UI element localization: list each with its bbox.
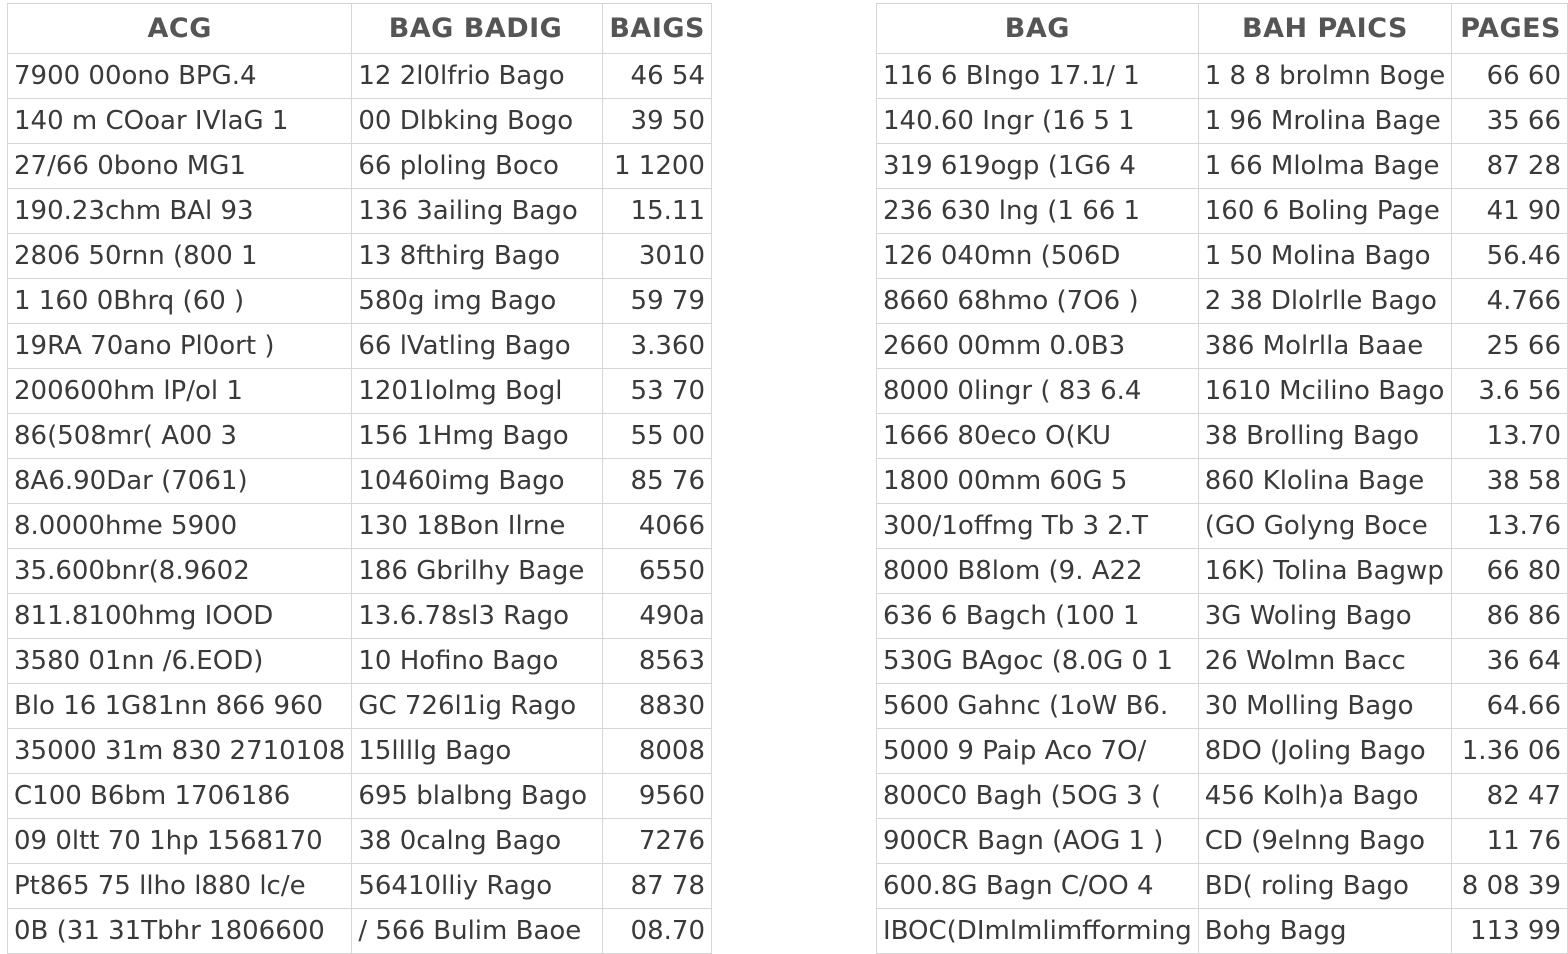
left-cell-col-3[interactable]: 8563 bbox=[603, 639, 712, 684]
right-data-table bbox=[876, 3, 1568, 954]
right-table-row bbox=[877, 819, 1568, 864]
left-cell-col-1[interactable]: 3580 01nn /6.EOD) bbox=[8, 639, 352, 684]
right-table-row bbox=[877, 594, 1568, 639]
left-cell-col-1[interactable]: 35.600bnr(8.9602 bbox=[8, 549, 352, 594]
left-cell-col-3[interactable]: 4066 bbox=[603, 504, 712, 549]
left-cell-col-1[interactable]: 86(508mr( A00 3 bbox=[8, 414, 352, 459]
right-cell-col-3[interactable]: 13.76 bbox=[1452, 504, 1568, 549]
left-header-col-2[interactable]: BAG BADIG bbox=[352, 4, 603, 54]
right-cell-col-3[interactable]: 1.36 06 bbox=[1452, 729, 1568, 774]
right-table-row bbox=[877, 774, 1568, 819]
left-cell-col-3[interactable]: 08.70 bbox=[603, 909, 712, 954]
right-cell-col-2[interactable]: 860 Klolina Bage bbox=[1198, 459, 1452, 504]
right-table-row bbox=[877, 504, 1568, 549]
right-cell-col-3[interactable]: 113 99 bbox=[1452, 909, 1568, 954]
left-table-row bbox=[8, 189, 712, 234]
left-cell-col-2[interactable]: 38 0calng Bago bbox=[352, 819, 603, 864]
left-cell-col-1[interactable]: 2806 50rnn (800 1 bbox=[8, 234, 352, 279]
left-table-row bbox=[8, 864, 712, 909]
right-cell-col-1[interactable]: 530G BAgoc (8.0G 0 1 bbox=[877, 639, 1199, 684]
left-cell-col-2[interactable]: 56410lliy Rago bbox=[352, 864, 603, 909]
right-cell-col-3[interactable]: 4.766 bbox=[1452, 279, 1568, 324]
left-cell-col-3[interactable]: 3.360 bbox=[603, 324, 712, 369]
right-cell-col-1[interactable]: 1800 00mm 60G 5 bbox=[877, 459, 1199, 504]
right-cell-col-3[interactable]: 66 60 bbox=[1452, 54, 1568, 99]
left-cell-col-2[interactable]: 130 18Bon Ilrne bbox=[352, 504, 603, 549]
right-table-row bbox=[877, 414, 1568, 459]
left-header-row bbox=[8, 4, 712, 54]
left-table-row bbox=[8, 54, 712, 99]
left-table-row bbox=[8, 459, 712, 504]
right-table-row bbox=[877, 549, 1568, 594]
left-cell-col-2[interactable]: 66 lVatling Bago bbox=[352, 324, 603, 369]
left-table-row bbox=[8, 414, 712, 459]
right-cell-col-3[interactable]: 82 47 bbox=[1452, 774, 1568, 819]
left-cell-col-1[interactable]: 1 160 0Bhrq (60 ) bbox=[8, 279, 352, 324]
right-table-row bbox=[877, 864, 1568, 909]
left-table-row bbox=[8, 369, 712, 414]
left-cell-col-2[interactable]: / 566 Bulim Baoe bbox=[352, 909, 603, 954]
right-cell-col-1[interactable]: 319 619ogp (1G6 4 bbox=[877, 144, 1199, 189]
left-cell-col-3[interactable]: 6550 bbox=[603, 549, 712, 594]
right-cell-col-1[interactable]: 5000 9 Paip Aco 7O/ bbox=[877, 729, 1199, 774]
right-cell-col-1[interactable]: IBOC(DImlmlimfforming bbox=[877, 909, 1199, 954]
right-cell-col-1[interactable]: 900CR Bagn (AOG 1 ) bbox=[877, 819, 1199, 864]
left-table-row bbox=[8, 774, 712, 819]
left-table-row bbox=[8, 594, 712, 639]
right-header-col-1[interactable]: BAG bbox=[877, 4, 1199, 54]
left-cell-col-1[interactable]: Pt865 75 llho l880 lc/e bbox=[8, 864, 352, 909]
left-cell-col-3[interactable]: 8008 bbox=[603, 729, 712, 774]
right-table-row bbox=[877, 234, 1568, 279]
left-table-row bbox=[8, 99, 712, 144]
left-cell-col-2[interactable]: 10460img Bago bbox=[352, 459, 603, 504]
right-cell-col-3[interactable]: 56.46 bbox=[1452, 234, 1568, 279]
left-cell-col-2[interactable]: 10 Hofino Bago bbox=[352, 639, 603, 684]
right-table-row bbox=[877, 369, 1568, 414]
right-cell-col-3[interactable]: 25 66 bbox=[1452, 324, 1568, 369]
left-cell-col-3[interactable]: 53 70 bbox=[603, 369, 712, 414]
right-cell-col-2[interactable]: 1610 Mcilino Bago bbox=[1198, 369, 1452, 414]
left-table-row bbox=[8, 234, 712, 279]
left-cell-col-3[interactable]: 87 78 bbox=[603, 864, 712, 909]
right-cell-col-1[interactable]: 300/1offmg Tb 3 2.T bbox=[877, 504, 1199, 549]
right-header-row bbox=[877, 4, 1568, 54]
left-cell-col-3[interactable]: 9560 bbox=[603, 774, 712, 819]
left-cell-col-2[interactable]: 1201lolmg Bogl bbox=[352, 369, 603, 414]
left-table-row bbox=[8, 639, 712, 684]
right-table-row bbox=[877, 279, 1568, 324]
left-table-row bbox=[8, 684, 712, 729]
right-cell-col-1[interactable]: 8000 B8lom (9. A22 bbox=[877, 549, 1199, 594]
right-cell-col-2[interactable]: Bohg Bagg bbox=[1198, 909, 1452, 954]
left-cell-col-2[interactable]: 15llllg Bago bbox=[352, 729, 603, 774]
left-cell-col-3[interactable]: 85 76 bbox=[603, 459, 712, 504]
left-cell-col-1[interactable]: 09 0ltt 70 1hp 1568170 bbox=[8, 819, 352, 864]
right-cell-col-1[interactable]: 800C0 Bagh (5OG 3 ( bbox=[877, 774, 1199, 819]
left-cell-col-1[interactable]: 200600hm lP/ol 1 bbox=[8, 369, 352, 414]
right-cell-col-1[interactable]: 126 040mn (506D bbox=[877, 234, 1199, 279]
right-cell-col-2[interactable]: 160 6 Boling Page bbox=[1198, 189, 1452, 234]
left-cell-col-2[interactable]: 580g img Bago bbox=[352, 279, 603, 324]
right-cell-col-3[interactable]: 11 76 bbox=[1452, 819, 1568, 864]
left-cell-col-2[interactable]: 13 8fthirg Bago bbox=[352, 234, 603, 279]
left-cell-col-2[interactable]: GC 726l1ig Rago bbox=[352, 684, 603, 729]
left-table-row bbox=[8, 819, 712, 864]
right-cell-col-3[interactable]: 86 86 bbox=[1452, 594, 1568, 639]
right-cell-col-2[interactable]: (GO Golyng Boce bbox=[1198, 504, 1452, 549]
right-header-col-3[interactable]: PAGES bbox=[1452, 4, 1568, 54]
right-table-row bbox=[877, 54, 1568, 99]
right-cell-col-1[interactable]: 636 6 Bagch (100 1 bbox=[877, 594, 1199, 639]
right-cell-col-1[interactable]: 5600 Gahnc (1oW B6. bbox=[877, 684, 1199, 729]
right-table-row bbox=[877, 459, 1568, 504]
right-table-row bbox=[877, 324, 1568, 369]
left-cell-col-2[interactable]: 66 ploling Boco bbox=[352, 144, 603, 189]
left-table-row bbox=[8, 504, 712, 549]
right-table-row bbox=[877, 144, 1568, 189]
left-cell-col-3[interactable]: 8830 bbox=[603, 684, 712, 729]
right-table-row bbox=[877, 729, 1568, 774]
right-cell-col-3[interactable]: 35 66 bbox=[1452, 99, 1568, 144]
right-cell-col-1[interactable]: 140.60 Ingr (16 5 1 bbox=[877, 99, 1199, 144]
right-cell-col-2[interactable]: CD (9elnng Bago bbox=[1198, 819, 1452, 864]
right-cell-col-1[interactable]: 8000 0lingr ( 83 6.4 bbox=[877, 369, 1199, 414]
right-cell-col-2[interactable]: 3G Woling Bago bbox=[1198, 594, 1452, 639]
left-data-table bbox=[7, 3, 712, 954]
right-cell-col-2[interactable]: 1 8 8 brolmn Boge bbox=[1198, 54, 1452, 99]
left-cell-col-2[interactable]: 186 Gbrilhy Bage bbox=[352, 549, 603, 594]
right-cell-col-3[interactable]: 8 08 39 bbox=[1452, 864, 1568, 909]
right-cell-col-2[interactable]: 1 66 Mlolma Bage bbox=[1198, 144, 1452, 189]
left-table-row bbox=[8, 549, 712, 594]
left-cell-col-3[interactable]: 1 1200 bbox=[603, 144, 712, 189]
left-cell-col-2[interactable]: 695 blalbng Bago bbox=[352, 774, 603, 819]
right-cell-col-1[interactable]: 8660 68hmo (7O6 ) bbox=[877, 279, 1199, 324]
right-table-row bbox=[877, 684, 1568, 729]
right-table-row bbox=[877, 99, 1568, 144]
right-cell-col-2[interactable]: BD( roling Bago bbox=[1198, 864, 1452, 909]
left-header-col-1[interactable]: ACG bbox=[8, 4, 352, 54]
right-cell-col-2[interactable]: 386 Molrlla Baae bbox=[1198, 324, 1452, 369]
left-cell-col-3[interactable]: 490a bbox=[603, 594, 712, 639]
left-cell-col-1[interactable]: 0B (31 31Tbhr 1806600 bbox=[8, 909, 352, 954]
left-header-col-3[interactable]: BAIGS bbox=[603, 4, 712, 54]
right-cell-col-2[interactable]: 2 38 Dlolrlle Bago bbox=[1198, 279, 1452, 324]
left-cell-col-3[interactable]: 59 79 bbox=[603, 279, 712, 324]
left-cell-col-2[interactable]: 136 3ailing Bago bbox=[352, 189, 603, 234]
left-cell-col-1[interactable]: 8.0000hme 5900 bbox=[8, 504, 352, 549]
right-header-col-2[interactable]: BAH PAICS bbox=[1198, 4, 1452, 54]
right-cell-col-1[interactable]: 1666 80eco O(KU bbox=[877, 414, 1199, 459]
right-cell-col-3[interactable]: 64.66 bbox=[1452, 684, 1568, 729]
right-cell-col-1[interactable]: 600.8G Bagn C/OO 4 bbox=[877, 864, 1199, 909]
right-cell-col-2[interactable]: 38 Brolling Bago bbox=[1198, 414, 1452, 459]
left-cell-col-1[interactable]: 190.23chm BAl 93 bbox=[8, 189, 352, 234]
left-cell-col-2[interactable]: 12 2l0lfrio Bago bbox=[352, 54, 603, 99]
left-table-row bbox=[8, 324, 712, 369]
left-cell-col-1[interactable]: 140 m COoar IVlaG 1 bbox=[8, 99, 352, 144]
right-table-row bbox=[877, 639, 1568, 684]
left-cell-col-3[interactable]: 3010 bbox=[603, 234, 712, 279]
right-cell-col-2[interactable]: 1 96 Mrolina Bage bbox=[1198, 99, 1452, 144]
left-table-row bbox=[8, 279, 712, 324]
left-cell-col-2[interactable]: 00 Dlbking Bogo bbox=[352, 99, 603, 144]
right-cell-col-3[interactable]: 38 58 bbox=[1452, 459, 1568, 504]
left-cell-col-2[interactable]: 13.6.78sl3 Rago bbox=[352, 594, 603, 639]
right-table-row bbox=[877, 189, 1568, 234]
left-cell-col-1[interactable]: 8A6.90Dar (7061) bbox=[8, 459, 352, 504]
right-cell-col-2[interactable]: 16K) Tolina Bagwp bbox=[1198, 549, 1452, 594]
left-cell-col-1[interactable]: 811.8100hmg IOOD bbox=[8, 594, 352, 639]
right-cell-col-2[interactable]: 1 50 Molina Bago bbox=[1198, 234, 1452, 279]
left-cell-col-1[interactable]: 35000 31m 830 2710108 bbox=[8, 729, 352, 774]
left-cell-col-1[interactable]: Blo 16 1G81nn 866 960 bbox=[8, 684, 352, 729]
left-table-row bbox=[8, 144, 712, 189]
left-cell-col-3[interactable]: 15.11 bbox=[603, 189, 712, 234]
right-cell-col-2[interactable]: 26 Wolmn Bacc bbox=[1198, 639, 1452, 684]
left-cell-col-1[interactable]: C100 B6bm 1706186 bbox=[8, 774, 352, 819]
right-table-row bbox=[877, 909, 1568, 954]
right-cell-col-3[interactable]: 13.70 bbox=[1452, 414, 1568, 459]
left-cell-col-3[interactable]: 55 00 bbox=[603, 414, 712, 459]
right-cell-col-3[interactable]: 66 80 bbox=[1452, 549, 1568, 594]
left-cell-col-1[interactable]: 7900 00ono BPG.4 bbox=[8, 54, 352, 99]
right-cell-col-1[interactable]: 116 6 BIngo 17.1/ 1 bbox=[877, 54, 1199, 99]
right-cell-col-2[interactable]: 30 Molling Bago bbox=[1198, 684, 1452, 729]
right-cell-col-1[interactable]: 236 630 lng (1 66 1 bbox=[877, 189, 1199, 234]
left-cell-col-3[interactable]: 39 50 bbox=[603, 99, 712, 144]
left-table-row bbox=[8, 729, 712, 774]
left-cell-col-1[interactable]: 19RA 70ano Pl0ort ) bbox=[8, 324, 352, 369]
left-cell-col-3[interactable]: 7276 bbox=[603, 819, 712, 864]
left-cell-col-2[interactable]: 156 1Hmg Bago bbox=[352, 414, 603, 459]
right-cell-col-2[interactable]: 8DO (Joling Bago bbox=[1198, 729, 1452, 774]
right-cell-col-3[interactable]: 36 64 bbox=[1452, 639, 1568, 684]
right-cell-col-3[interactable]: 3.6 56 bbox=[1452, 369, 1568, 414]
right-cell-col-3[interactable]: 41 90 bbox=[1452, 189, 1568, 234]
right-cell-col-1[interactable]: 2660 00mm 0.0B3 bbox=[877, 324, 1199, 369]
right-cell-col-3[interactable]: 87 28 bbox=[1452, 144, 1568, 189]
left-cell-col-1[interactable]: 27/66 0bono MG1 bbox=[8, 144, 352, 189]
right-cell-col-2[interactable]: 456 Kolh)a Bago bbox=[1198, 774, 1452, 819]
left-table-row bbox=[8, 909, 712, 954]
left-cell-col-3[interactable]: 46 54 bbox=[603, 54, 712, 99]
